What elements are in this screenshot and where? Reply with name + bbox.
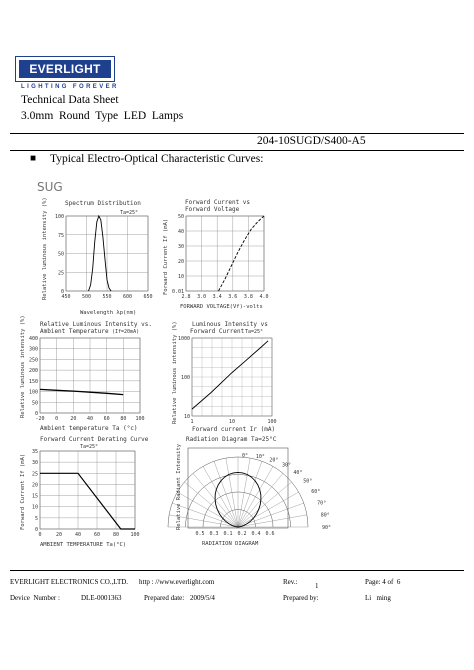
c5-xtick: 100 xyxy=(130,532,140,538)
c3-ytick: 150 xyxy=(28,378,38,385)
c5-ytick: 20 xyxy=(31,482,38,489)
c6-scale-label: 0.4 xyxy=(251,531,261,537)
footer-prepared-date-label: Prepared date: xyxy=(144,594,185,602)
c6-scale-label: 0.6 xyxy=(265,531,275,537)
section-title: Typical Electro-Optical Characteristic Curves: xyxy=(50,153,264,165)
c3-ytick: 250 xyxy=(28,357,38,364)
c3-ytick: 400 xyxy=(28,336,38,342)
c3-xtick: 40 xyxy=(86,416,94,422)
c2-ytick: 10 xyxy=(177,274,184,280)
chart2-ylabel: Forward Current If (mA) xyxy=(163,218,169,295)
part-number: 204-10SUGD/S400-A5 xyxy=(257,135,366,147)
c6-angle-label: 90° xyxy=(322,525,332,531)
c2-ytick: 30 xyxy=(177,244,184,250)
chart-rli-temp xyxy=(20,315,152,432)
footer-rev-label: Rev.: xyxy=(283,578,298,586)
chart1-xlabel: Wavelength λp(nm) xyxy=(80,310,137,316)
c2-xtick: 3.6 xyxy=(228,294,238,300)
c4-xtick: 100 xyxy=(267,419,277,425)
c4-ytick: 10 xyxy=(183,414,190,420)
chart5-xlabel: AMBIENT TEMPERATURE Ta(°C) xyxy=(40,542,127,548)
c2-ytick: 40 xyxy=(177,229,184,235)
c4-xtick: 1 xyxy=(190,419,194,425)
c5-xtick: 20 xyxy=(55,532,63,538)
c4-xtick: 10 xyxy=(228,419,236,425)
chart2-series-line xyxy=(219,216,265,291)
c6-angle-label: 40° xyxy=(293,469,303,476)
chart3-series-line xyxy=(40,389,123,394)
chart-spectrum xyxy=(42,197,153,316)
c5-ytick: 25 xyxy=(31,471,38,478)
c6-scale-label: 0.3 xyxy=(209,531,219,537)
c1-xtick: 650 xyxy=(143,294,153,300)
c6-scale-label: 0.2 xyxy=(237,531,247,537)
section-bullet: ■ xyxy=(30,153,37,164)
c3-ytick: 50 xyxy=(31,400,38,407)
c3-xtick: 100 xyxy=(135,416,145,422)
c3-xtick: 80 xyxy=(120,416,127,422)
footer-device-value: DLE-0001363 xyxy=(81,594,122,602)
chart4-ylabel: Relative luminous intensity (%) xyxy=(172,321,178,424)
chart1-title: Spectrum Distribution xyxy=(65,200,141,207)
c5-xtick: 40 xyxy=(74,532,82,538)
chart2-xlabel: FORWARD VOLTAGE(Vf)-volts xyxy=(180,304,263,310)
chart-derating xyxy=(20,436,149,548)
chart3-ylabel: Relative luminous intensity (%) xyxy=(20,315,26,418)
c6-scale-label: 0.5 xyxy=(195,531,205,537)
c2-xtick: 4.0 xyxy=(259,294,269,300)
chart3-title-line2: Ambient Temperature xyxy=(40,328,109,335)
c3-ytick: 300 xyxy=(28,346,38,353)
c6-angle-label: 50° xyxy=(303,478,313,485)
c6-scale-label: 0.1 xyxy=(223,531,233,537)
chart6-ylabel: Relative Radiant Intensity xyxy=(176,443,182,530)
footer-rev-value: 1 xyxy=(315,582,319,590)
footer-prepared-date-value: 2009/5/4 xyxy=(190,594,215,602)
chart5-annotation: Ta=25° xyxy=(80,444,99,450)
c4-ytick: 1000 xyxy=(177,336,190,342)
chart-li-if xyxy=(172,321,277,433)
c4-ytick: 100 xyxy=(180,375,190,381)
footer-company: EVERLIGHT ELECTRONICS CO.,LTD. xyxy=(10,578,129,586)
figure-label: SUG xyxy=(37,180,63,194)
c5-ytick: 5 xyxy=(34,515,38,522)
chart4-title-line2: Forward Current xyxy=(190,328,245,335)
c1-ytick: 50 xyxy=(57,251,64,258)
c3-ytick: 0 xyxy=(34,411,38,417)
c2-ytick: 0.01 xyxy=(171,289,184,295)
chart1-ylabel: Relative luminous intensity (%) xyxy=(42,197,48,300)
c3-xtick: -20 xyxy=(35,416,45,422)
chart6-xlabel: RADIATION DIAGRAM xyxy=(202,541,259,547)
c1-xtick: 550 xyxy=(102,294,112,300)
chart5-title: Forward Current Derating Curve xyxy=(40,436,149,443)
c6-angle-label: 10° xyxy=(255,454,265,461)
c6-angle-label: 30° xyxy=(282,462,292,469)
footer-prepared-by-label: Prepared by: xyxy=(283,594,319,602)
footer-device-label: Device Number : xyxy=(10,594,60,602)
c6-angle-label: 0° xyxy=(242,453,249,459)
chart2-title-line2: Forward Voltage xyxy=(185,206,240,213)
chart6-title: Radiation Diagram Ta=25°C xyxy=(186,436,277,443)
c5-ytick: 30 xyxy=(31,460,38,467)
chart4-annotation: Ta=25° xyxy=(245,329,264,335)
chart1-annotation: Ta=25° xyxy=(120,210,139,216)
c3-xtick: 0 xyxy=(55,416,59,422)
c6-angle-label: 20° xyxy=(269,457,279,464)
c1-xtick: 450 xyxy=(61,294,71,300)
footer-website[interactable]: http : //www.everlight.com xyxy=(139,578,215,586)
chart-radiation xyxy=(168,436,331,547)
c2-ytick: 50 xyxy=(177,214,184,220)
c5-ytick: 15 xyxy=(31,493,38,500)
c6-angle-label: 60° xyxy=(311,489,321,495)
chart4-title-line1: Luminous Intensity vs xyxy=(192,321,268,328)
c3-ytick: 200 xyxy=(28,368,38,375)
chart3-xlabel: Ambient temperature Ta (°c) xyxy=(40,425,138,432)
c2-xtick: 3.8 xyxy=(243,294,253,300)
c1-ytick: 25 xyxy=(57,270,64,277)
logo-tagline: LIGHTING FOREVER xyxy=(21,84,119,90)
c3-xtick: 20 xyxy=(70,416,77,422)
c2-xtick: 2.8 xyxy=(181,294,191,300)
c6-angle-label: 80° xyxy=(320,512,330,519)
c1-xtick: 500 xyxy=(81,294,92,300)
c1-ytick: 75 xyxy=(57,232,64,239)
c2-xtick: 3.0 xyxy=(197,294,207,300)
footer-page: Page: 4 of 6 xyxy=(365,578,401,586)
c5-xtick: 80 xyxy=(112,532,120,538)
c5-ytick: 35 xyxy=(31,449,38,455)
doc-title: Technical Data Sheet xyxy=(21,94,119,106)
c5-xtick: 60 xyxy=(93,532,101,538)
c3-xtick: 60 xyxy=(103,416,110,422)
chart3-annotation: (If=20mA) xyxy=(112,329,140,335)
chart-iv xyxy=(163,199,269,310)
logo-text: EVERLIGHT xyxy=(19,60,111,78)
footer-prepared-by-value: Li ming xyxy=(365,594,391,602)
chart5-series-line xyxy=(40,473,135,529)
chart4-series-line xyxy=(192,341,268,409)
c6-angle-label: 70° xyxy=(317,500,327,507)
chart4-xlabel: Forward current Ir (mA) xyxy=(192,426,276,433)
c5-ytick: 0 xyxy=(34,527,38,533)
c5-ytick: 10 xyxy=(31,504,38,511)
c1-ytick: 100 xyxy=(54,214,64,220)
c1-xtick: 600 xyxy=(122,294,133,300)
chart3-title-line1: Relative Luminous Intensity vs. xyxy=(40,321,152,328)
c3-ytick: 100 xyxy=(28,389,38,396)
footer-rule xyxy=(10,570,464,571)
c1-ytick: 0 xyxy=(60,289,64,295)
chart2-title-line1: Forward Current vs xyxy=(185,199,251,206)
c2-xtick: 3.4 xyxy=(212,294,222,300)
c5-xtick: 0 xyxy=(38,532,42,538)
chart5-ylabel: Forward Current If (mA) xyxy=(20,453,26,530)
product-title: 3.0mm Round Type LED Lamps xyxy=(21,110,184,122)
c2-ytick: 20 xyxy=(177,259,184,265)
